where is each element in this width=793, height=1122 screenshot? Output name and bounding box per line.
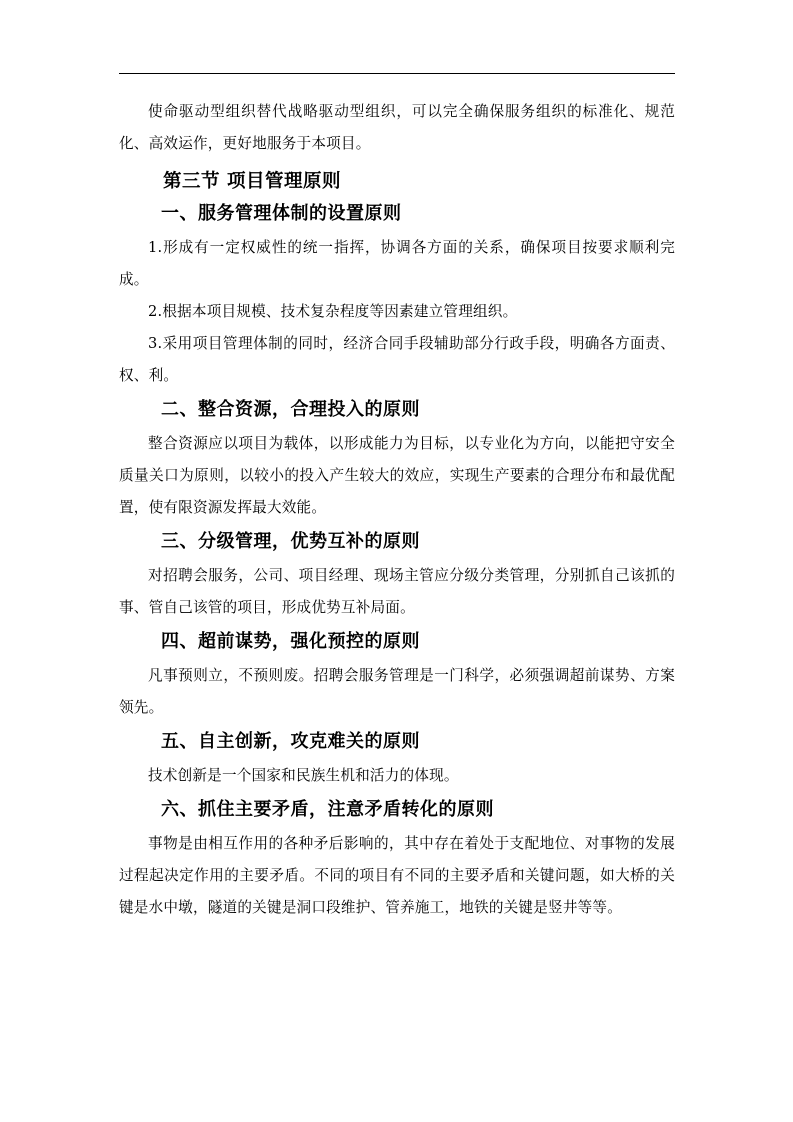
principle-1 <box>119 203 675 392</box>
section-title: 第三节 项目管理原则 <box>163 171 341 192</box>
principle-paragraph: 凡事预则立，不预则废。招聘会服务管理是一门科学，必须强调超前谋势、方案领先。 <box>119 667 675 716</box>
header-rule <box>119 73 675 74</box>
principle-heading: 一、服务管理体制的设置原则 <box>161 203 402 224</box>
principle-paragraph: 事物是由相互作用的各种矛后影响的，其中存在着处于支配地位、对事物的发展过程起决定作用的主要矛盾。不同的项目有不同的主要矛盾和关键问题，如大桥的关键是水中墩，隧道的关键是洞口段维护、管养施工，地铁的关键是竖井等等。 <box>119 835 675 916</box>
principle-paragraph: 2.根据本项目规模、技术复杂程度等因素建立管理组织。 <box>148 303 518 320</box>
principle-heading: 六、抓住主要矛盾，注意矛盾转化的原则 <box>161 799 494 820</box>
principle-paragraph: 对招聘会服务，公司、项目经理、现场主管应分级分类管理，分别抓自己该抓的事、管自己该管的项目，形成优势互补局面。 <box>119 567 675 616</box>
principle-paragraph: 3.采用项目管理体制的同时，经济合同手段辅助部分行政手段，明确各方面责、权、利。 <box>119 335 675 384</box>
principle-6 <box>119 799 675 924</box>
principle-paragraph: 1.形成有一定权威性的统一指挥，协调各方面的关系，确保项目按要求顺利完成。 <box>119 239 675 288</box>
document-body <box>119 96 675 924</box>
principle-heading: 二、整合资源，合理投入的原则 <box>161 399 420 420</box>
principle-3 <box>119 531 675 624</box>
principle-2 <box>119 399 675 524</box>
intro-paragraph: 使命驱动型组织替代战略驱动型组织，可以完全确保服务组织的标准化、规范化、高效运作，更好地服务于本项目。 <box>119 103 675 152</box>
principle-paragraph: 技术创新是一个国家和民族生机和活力的体现。 <box>148 767 459 784</box>
principle-5 <box>119 731 675 792</box>
principle-4 <box>119 631 675 724</box>
principle-heading: 三、分级管理，优势互补的原则 <box>161 531 420 552</box>
principle-paragraph: 整合资源应以项目为载体，以形成能力为目标，以专业化为方向，以能把守安全质量关口为原则，以较小的投入产生较大的效应，实现生产要素的合理分布和最优配置，使有限资源发挥最大效能。 <box>119 435 675 516</box>
principle-heading: 四、超前谋势，强化预控的原则 <box>161 631 420 652</box>
principle-heading: 五、自主创新，攻克难关的原则 <box>161 731 420 752</box>
